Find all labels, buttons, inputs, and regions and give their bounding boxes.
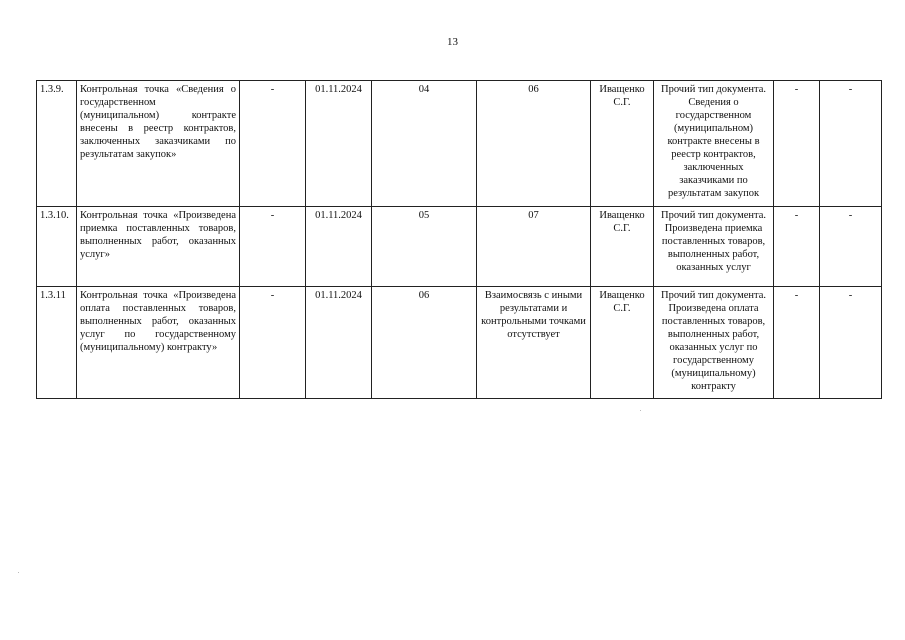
row-doc-type: Прочий тип документа. Произведена оплата поставленных товаров, выполненных работ, оказанных услуг по государственному (муниципальному) контракту: [654, 287, 774, 399]
row-col10: -: [820, 207, 882, 287]
row-number: 1.3.10.: [37, 207, 77, 287]
row-related: 07: [477, 207, 591, 287]
table-row: [37, 207, 882, 287]
row-related: 06: [477, 81, 591, 207]
row-responsible: Иващенко С.Г.: [591, 287, 654, 399]
row-description: Контрольная точка «Сведения о государственном (муниципальном) контракте внесены в реестр контрактов, заключенных заказчиками по результатам закупок»: [77, 81, 240, 207]
row-date: 01.11.2024: [306, 81, 372, 207]
row-col10: -: [820, 287, 882, 399]
row-responsible: Иващенко С.Г.: [591, 207, 654, 287]
row-number: 1.3.9.: [37, 81, 77, 207]
row-col3: -: [240, 207, 306, 287]
table-row: [37, 81, 882, 207]
row-description: Контрольная точка «Произведена приемка поставленных товаров, выполненных работ, оказанных услуг»: [77, 207, 240, 287]
row-code: 06: [372, 287, 477, 399]
scan-speck: [640, 410, 641, 411]
row-col9: -: [774, 81, 820, 207]
row-code: 04: [372, 81, 477, 207]
row-number: 1.3.11: [37, 287, 77, 399]
row-doc-type: Прочий тип документа. Произведена приемка поставленных товаров, выполненных работ, оказанных услуг: [654, 207, 774, 287]
row-description: Контрольная точка «Произведена оплата поставленных товаров, выполненных работ, оказанных услуг по государственному (муниципальному) контракту»: [77, 287, 240, 399]
row-col3: -: [240, 81, 306, 207]
table-row: [37, 287, 882, 399]
page-number: 13: [447, 36, 458, 48]
row-col10: -: [820, 81, 882, 207]
row-date: 01.11.2024: [306, 207, 372, 287]
row-related: Взаимосвязь с иными результатами и контрольными точками отсутствует: [477, 287, 591, 399]
row-col9: -: [774, 287, 820, 399]
scan-speck: [18, 572, 19, 573]
row-col9: -: [774, 207, 820, 287]
control-points-table: [36, 80, 882, 399]
row-date: 01.11.2024: [306, 287, 372, 399]
row-doc-type: Прочий тип документа. Сведения о государственном (муниципальном) контракте внесены в реестр контрактов, заключенных заказчиками по результатам закупок: [654, 81, 774, 207]
row-code: 05: [372, 207, 477, 287]
row-responsible: Иващенко С.Г.: [591, 81, 654, 207]
row-col3: -: [240, 287, 306, 399]
